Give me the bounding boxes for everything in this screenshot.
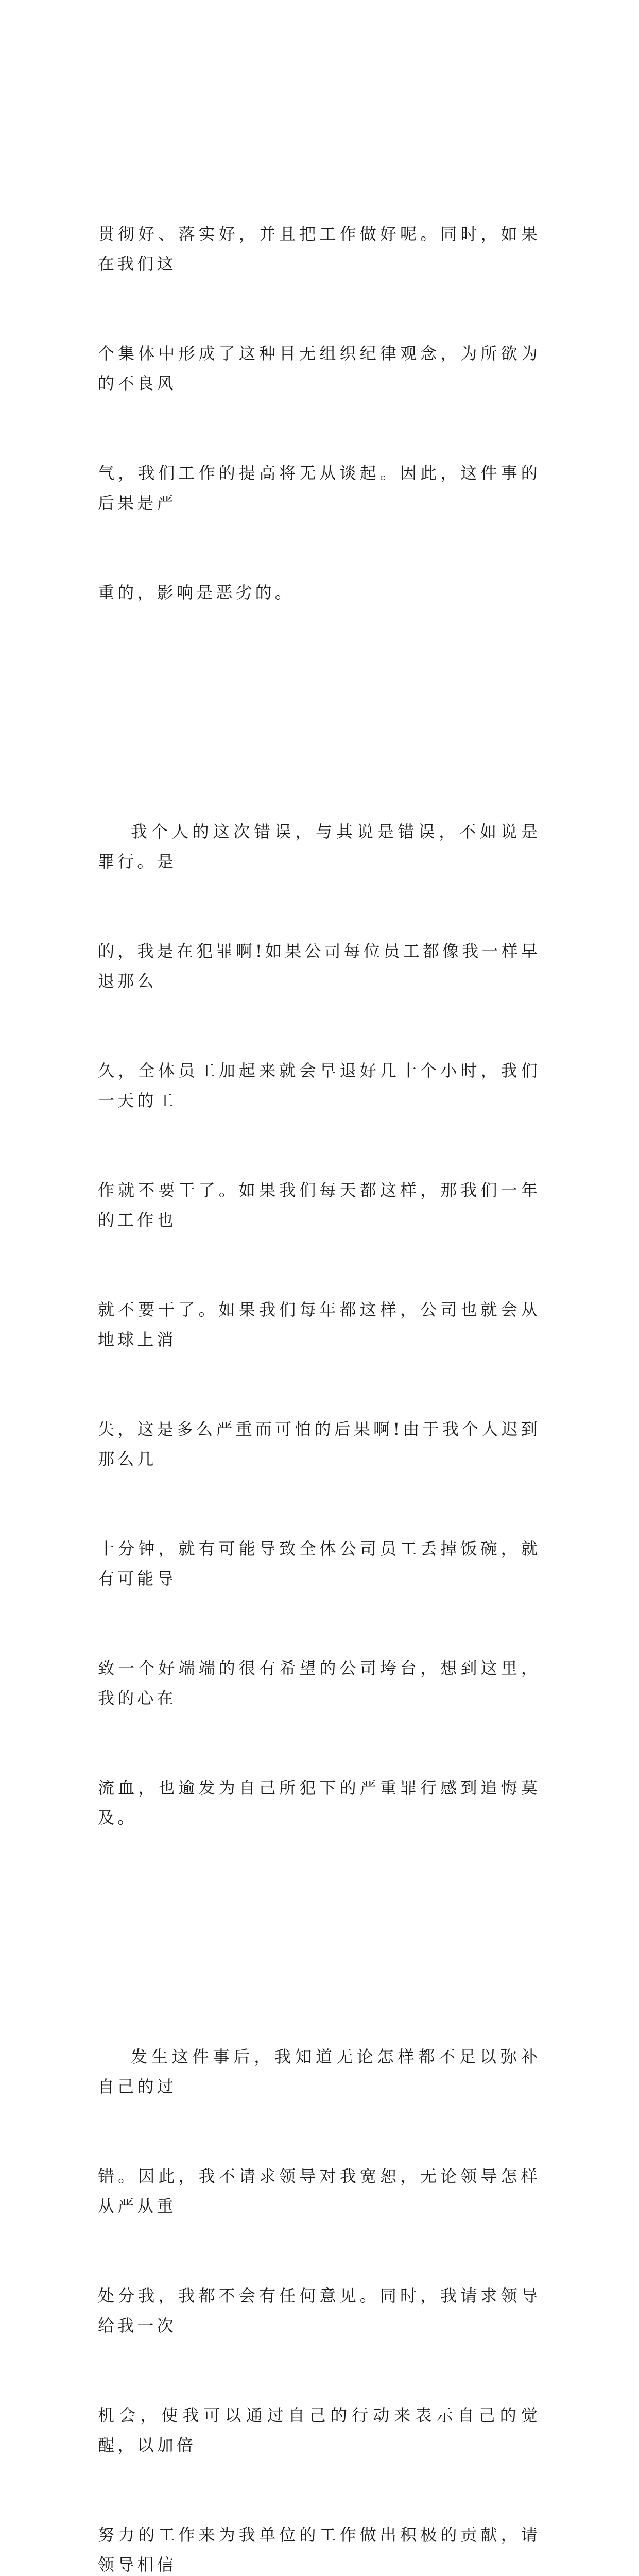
text-line: 作就不要干了。如果我们每天都这样，那我们一年的工作也 bbox=[98, 1180, 541, 1230]
text-line: 我个人的这次错误，与其说是错误，不如说是罪行。是 bbox=[98, 822, 541, 871]
text-line: 就不要干了。如果我们每年都这样，公司也就会从地球上消 bbox=[98, 1300, 541, 1349]
paragraph-3 bbox=[98, 1982, 541, 2576]
paragraph-1 bbox=[98, 159, 541, 667]
text-line: 失，这是多么严重而可怕的后果啊!由于我个人迟到那么几 bbox=[98, 1419, 541, 1469]
text-line: 气，我们工作的提高将无从谈起。因此，这件事的后果是严 bbox=[98, 463, 541, 513]
text-line: 久，全体员工加起来就会早退好几十个小时，我们一天的工 bbox=[98, 1061, 541, 1110]
document-body bbox=[98, 70, 541, 2576]
text-line: 机会，使我可以通过自己的行动来表示自己的觉醒，以加倍 bbox=[98, 2405, 541, 2455]
text-line: 流血，也逾发为自己所犯下的严重罪行感到追悔莫及。 bbox=[98, 1778, 541, 1827]
text-line: 处分我，我都不会有任何意见。同时，我请求领导给我一次 bbox=[98, 2286, 541, 2335]
text-line: 发生这件事后，我知道无论怎样都不足以弥补自己的过 bbox=[98, 2047, 541, 2096]
paragraph-2 bbox=[98, 757, 541, 1892]
text-line: 个集体中形成了这种目无组织纪律观念，为所欲为的不良风 bbox=[98, 344, 541, 393]
text-line: 致一个好端端的很有希望的公司垮台，想到这里，我的心在 bbox=[98, 1658, 541, 1708]
text-line: 努力的工作来为我单位的工作做出积极的贡献，请领导相信 bbox=[98, 2525, 541, 2574]
text-line: 的，我是在犯罪啊!如果公司每位员工都像我一样早退那么 bbox=[98, 941, 541, 991]
text-line: 重的，影响是恶劣的。 bbox=[98, 583, 295, 602]
text-line: 十分钟，就有可能导致全体公司员工丢掉饭碗，就有可能导 bbox=[98, 1539, 541, 1588]
text-line: 贯彻好、落实好，并且把工作做好呢。同时，如果在我们这 bbox=[98, 224, 541, 274]
text-line: 错。因此，我不请求领导对我宽恕，无论领导怎样从严从重 bbox=[98, 2166, 541, 2216]
